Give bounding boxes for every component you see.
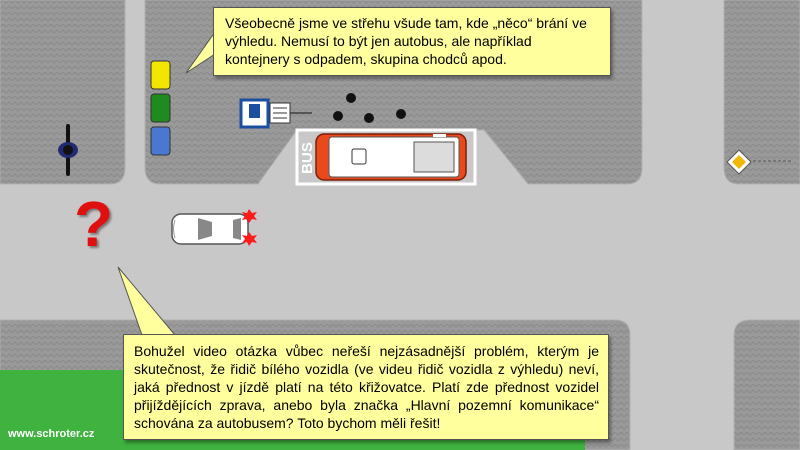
watermark: www.schroter.cz <box>8 428 95 440</box>
waste-container-green <box>151 94 170 122</box>
sidewalk-bottom-right <box>734 320 800 450</box>
callout-bottom: Bohužel video otázka vůbec neřeší nejzásadnější problém, kterým je skutečnost, že řidič bílého vozidla (ve videu řidič vozidla z výhledu) neví, jaká přednost v jízdě platí na této křižovatce. Platí zde přednost vozidel přijíždějících zprava, anebo byla značka „Hlavní pozemní komunikace“ schována za autobusem? Toto bychom měli řešit! <box>123 334 609 440</box>
question-mark: ? <box>74 188 114 260</box>
callout-top: Všeobecně jsme ve střehu všude tam, kde „něco“ brání ve výhledu. Nemusí to být jen autobus, ale například kontejnery s odpadem, skupina chodců apod. <box>213 7 611 76</box>
bus <box>316 134 466 180</box>
bus-stop-label: BUS <box>299 142 316 174</box>
white-car <box>172 209 257 246</box>
waste-container-yellow <box>151 61 170 89</box>
waste-container-blue <box>151 127 170 155</box>
